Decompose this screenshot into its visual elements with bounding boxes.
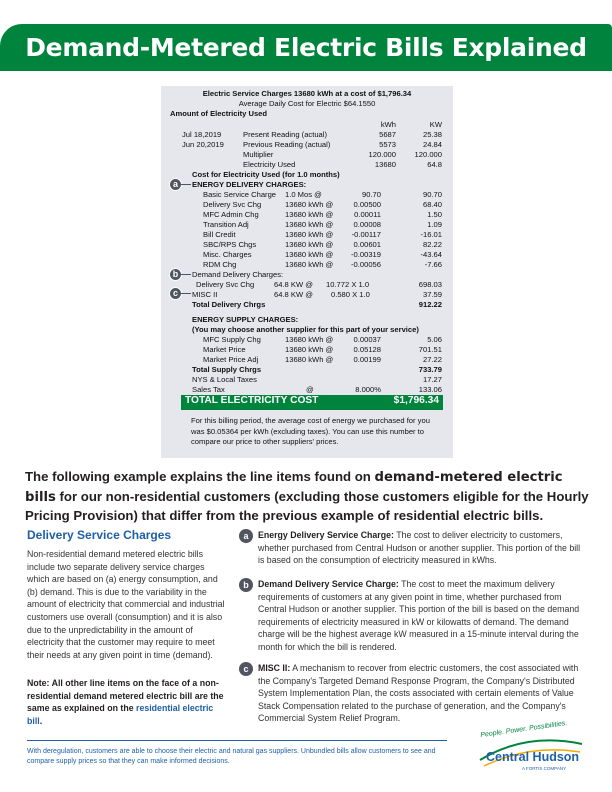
logo-name: Central Hudson xyxy=(486,750,580,764)
supply-heading: ENERGY SUPPLY CHARGES: xyxy=(192,315,299,324)
sales-tax-rate: 8.000% xyxy=(355,385,381,394)
reading-kwh: 13680 xyxy=(374,160,396,169)
item-body: The cost to deliver electricity to customers, whether purchased from Central Hudson or another supplier. This portion of the bill is based on the consumption of electricity measured in kWhs. xyxy=(258,530,581,566)
total-delivery-amount: 912.22 xyxy=(418,300,442,309)
supply-amount: 701.51 xyxy=(418,345,442,354)
delivery-qty: 13680 kWh @ xyxy=(285,220,334,229)
logo-sub: A FORTIS COMPANY xyxy=(522,766,567,771)
delivery-label: SBC/RPS Chgs xyxy=(203,240,257,249)
total-cost-bar xyxy=(181,395,443,410)
marker-b-line xyxy=(181,274,191,275)
reading-kw: 120.000 xyxy=(414,150,442,159)
demand-heading: Demand Delivery Charges: xyxy=(192,270,284,279)
intro-paragraph xyxy=(25,468,591,526)
delivery-qty: 13680 kWh @ xyxy=(285,250,334,259)
left-note xyxy=(27,677,227,727)
reading-label: Previous Reading (actual) xyxy=(243,140,331,149)
supply-rate: 0.05128 xyxy=(353,345,381,354)
delivery-qty: 13680 kWh @ xyxy=(285,230,334,239)
delivery-amount: -16.01 xyxy=(420,230,442,239)
delivery-service-paragraph: Non-residential demand metered electric bills include two separate delivery service charges which are based on (a) energy consumption, and (b) demand. This is due to the variability in the amount of electricity that commercial and industrial customers use overall (consumption) and it is also due to the unpredictability in the amount of electricity that the customer may require to meet their needs at any given point in time (demand). xyxy=(27,549,225,660)
total-supply-label: Total Supply Chrgs xyxy=(192,365,262,374)
sample-bill xyxy=(161,86,453,458)
delivery-rate: 0.00601 xyxy=(353,240,381,249)
page-title: Demand-Metered Electric Bills Explained xyxy=(25,33,587,62)
delivery-label: Delivery Svc Chg xyxy=(203,200,262,209)
demand-amount: 698.03 xyxy=(418,280,442,289)
reading-kwh: 5573 xyxy=(379,140,396,149)
supply-rate: 0.00037 xyxy=(353,335,381,344)
badge-a-icon: a xyxy=(239,529,253,543)
total-cost-amount: $1,796.34 xyxy=(393,395,439,406)
reading-date: Jul 18,2019 xyxy=(182,130,222,139)
header-banner xyxy=(0,24,612,71)
reading-label: Electricity Used xyxy=(243,160,296,169)
supply-qty: 13680 kWh @ xyxy=(285,335,334,344)
delivery-label: Basic Service Charge xyxy=(203,190,277,199)
delivery-qty: 13680 kWh @ xyxy=(285,260,334,269)
col-kwh: kWh xyxy=(380,120,396,129)
marker-c-line xyxy=(181,293,191,294)
delivery-heading: ENERGY DELIVERY CHARGES: xyxy=(192,180,307,189)
total-delivery-label: Total Delivery Chrgs xyxy=(192,300,266,309)
marker-a-icon: a xyxy=(169,178,182,191)
badge-b-icon: b xyxy=(239,578,253,592)
delivery-rate: 90.70 xyxy=(361,190,381,199)
supply-label: Market Price Adj xyxy=(203,355,259,364)
item-text xyxy=(258,529,584,567)
delivery-label: MFC Admin Chg xyxy=(203,210,259,219)
bill-note: For this billing period, the average cost of energy we purchased for you was $0.05364 per kWh (excluding taxes). You can use this number to compare our price to other suppliers' prices. xyxy=(191,416,430,447)
delivery-label: Bill Credit xyxy=(203,230,236,239)
col-kw: KW xyxy=(429,120,442,129)
reading-kw: 64.8 xyxy=(427,160,442,169)
left-note-end: . xyxy=(39,715,43,726)
reading-label: Multiplier xyxy=(243,150,274,159)
reading-kwh: 5687 xyxy=(379,130,396,139)
delivery-label: RDM Chg xyxy=(203,260,237,269)
supply-amount: 27.22 xyxy=(422,355,442,364)
demand-label: Delivery Svc Chg xyxy=(196,280,255,289)
intro-after: for our non-residential customers (excluding those customers eligible for the Hourly Pricing Provision) that differ from the previous example of residential electric bills. xyxy=(25,488,589,523)
demand-rate: 10.772 X 1.0 xyxy=(326,280,370,289)
supply-label: MFC Supply Chg xyxy=(203,335,261,344)
sales-tax-amount: 133.06 xyxy=(418,385,442,394)
nys-tax-amount: 17.27 xyxy=(422,375,442,384)
footer-text: With deregulation, customers are able to choose their electric and natural gas suppliers. Unbundled bills allow customers to see and compare supply prices so that they can make informed decisions. xyxy=(27,748,436,765)
misc-rate: 0.580 X 1.0 xyxy=(331,290,370,299)
reading-label: Present Reading (actual) xyxy=(243,130,327,139)
item-text xyxy=(258,578,584,654)
residential-bill-link[interactable]: residential electric bill xyxy=(27,703,214,726)
supply-label: Market Price xyxy=(203,345,246,354)
sales-tax-at: @ xyxy=(306,385,314,394)
reading-kw: 24.84 xyxy=(422,140,442,149)
delivery-rate: -0.00319 xyxy=(351,250,381,259)
delivery-qty: 13680 kWh @ xyxy=(285,240,334,249)
intro-before: The following example explains the line items found on xyxy=(25,469,375,484)
misc-label: MISC II xyxy=(192,290,218,299)
delivery-label: Transition Adj xyxy=(203,220,249,229)
badge-c-icon: c xyxy=(239,662,253,676)
delivery-rate: 0.00500 xyxy=(353,200,381,209)
logo-tagline: People. Power. Possibilities. xyxy=(479,719,568,740)
total-supply-amount: 733.79 xyxy=(418,365,442,374)
misc-amount: 37.59 xyxy=(422,290,442,299)
item-title: Demand Delivery Service Charge: xyxy=(258,579,399,589)
delivery-rate: 0.00011 xyxy=(354,210,381,219)
central-hudson-logo xyxy=(470,719,590,784)
delivery-amount: 1.50 xyxy=(427,210,442,219)
delivery-amount: 1.09 xyxy=(427,220,442,229)
supply-amount: 5.06 xyxy=(427,335,442,344)
delivery-amount: -7.66 xyxy=(424,260,442,269)
supply-rate: 0.00199 xyxy=(353,355,381,364)
marker-c-icon: c xyxy=(169,287,182,300)
footer-divider xyxy=(27,740,447,741)
delivery-service-heading: Delivery Service Charges xyxy=(27,528,172,542)
delivery-rate: -0.00056 xyxy=(351,260,381,269)
amount-heading: Amount of Electricity Used xyxy=(170,109,268,118)
delivery-qty: 13680 kWh @ xyxy=(285,210,334,219)
cost-heading: Cost for Electricity Used (for 1.0 months) xyxy=(192,170,340,179)
reading-kwh: 120.000 xyxy=(368,150,396,159)
delivery-qty: 1.0 Mos @ xyxy=(285,190,322,199)
marker-b-icon: b xyxy=(169,268,182,281)
sales-tax-label: Sales Tax xyxy=(192,385,225,394)
delivery-rate: 0.00008 xyxy=(353,220,381,229)
misc-qty: 64.8 KW @ xyxy=(274,290,313,299)
bill-title: Electric Service Charges 13680 kWh at a cost of $1,796.34 xyxy=(202,89,412,98)
delivery-amount: 68.40 xyxy=(422,200,442,209)
supply-qty: 13680 kWh @ xyxy=(285,355,334,364)
demand-qty: 64.8 KW @ xyxy=(274,280,313,289)
delivery-label: Misc. Charges xyxy=(203,250,252,259)
supply-note: (You may choose another supplier for this part of your service) xyxy=(192,325,419,334)
item-text xyxy=(258,662,584,725)
left-note-text: Note: All other line items on the face of a non-residential demand metered electric bill are the same as explained on the xyxy=(27,678,224,714)
marker-a-line xyxy=(181,184,191,185)
total-cost-label: TOTAL ELECTRICITY COST xyxy=(185,395,319,406)
bill-subtitle: Average Daily Cost for Electric $64.1550 xyxy=(238,99,376,108)
nys-tax-label: NYS & Local Taxes xyxy=(192,375,257,384)
delivery-amount: -43.64 xyxy=(420,250,442,259)
item-title: Energy Delivery Service Charge: xyxy=(258,530,394,540)
item-body: The cost to meet the maximum delivery requirements of customers at any given point in time, whether purchased from Central Hudson or another supplier. This portion of the bill is based on the demand requirements of electricity measured in kW or kilowatts of demand. The demand charge will be the highest average kW measured in a 15-minute interval during the month for which the bill is rendered. xyxy=(258,579,580,652)
supply-qty: 13680 kWh @ xyxy=(285,345,334,354)
delivery-qty: 13680 kWh @ xyxy=(285,200,334,209)
item-body: A mechanism to recover from electric customers, the cost associated with the Company's Targeted Demand Response Program, the Company's Distributed System Implementation Plan, the costs associated with certain elements of Value Stack Compensation related to the purchase of generation, and the Company's Commercial System Relief Program. xyxy=(258,663,579,724)
delivery-rate: -0.00117 xyxy=(351,230,381,239)
reading-kw: 25.38 xyxy=(422,130,442,139)
delivery-amount: 82.22 xyxy=(422,240,442,249)
delivery-amount: 90.70 xyxy=(422,190,442,199)
item-title: MISC II: xyxy=(258,663,291,673)
reading-date: Jun 20,2019 xyxy=(182,140,224,149)
intro-emphasis: demand-metered electric bills xyxy=(25,470,563,505)
